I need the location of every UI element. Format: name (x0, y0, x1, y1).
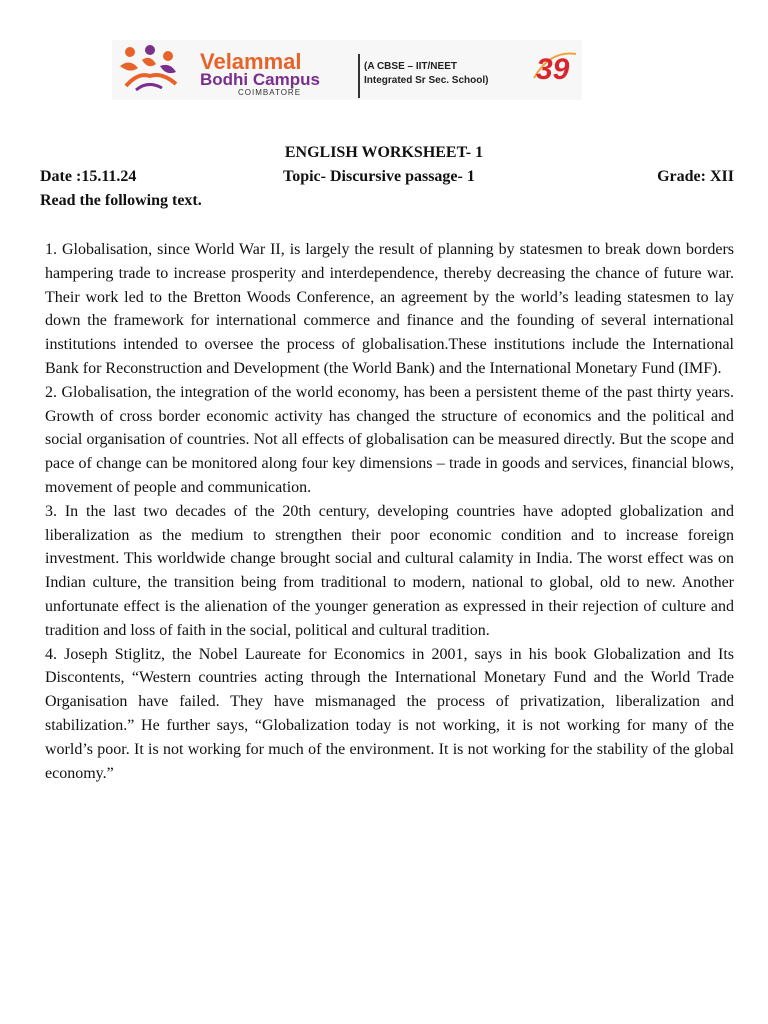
worksheet-title: ENGLISH WORKSHEET- 1 (284, 144, 484, 161)
brand-city: COIMBATORE (238, 88, 302, 97)
passage-paragraph-1: 1. Globalisation, since World War II, is largely the result of planning by statesmen to break down borders hampering trade to increase prosperity and interdependence, thereby decreasing the chance of future war. Their work led to the Bretton Woods Conference, an agreement by the world’s leading statesmen to lay down the framework for international commerce and finance and the founding of several international institutions intended to oversee the process of globalisation.These institutions include the International Bank for Reconstruction and Development (the World Bank) and the International Monetary Fund (IMF). (45, 241, 734, 377)
school-type-line2: Integrated Sr Sec. School) (364, 75, 489, 86)
flower-logo-icon (116, 44, 186, 94)
brand-name: Velammal (200, 49, 302, 74)
worksheet-meta (40, 168, 734, 190)
brand-campus: Bodhi Campus (200, 70, 320, 89)
passage-body (45, 238, 734, 785)
school-type (364, 60, 488, 88)
logo-divider (358, 54, 360, 98)
worksheet-date: Date :15.11.24 (40, 168, 137, 185)
passage-paragraph-2: 2. Globalisation, the integration of the world economy, has been a persistent theme of the past thirty years. Growth of cross border economic activity has changed the structure of economics and the political and social organisation of countries. Not all effects of globalisation can be measured directly. But the scope and pace of change can be monitored along four key dimensions – trade in goods and services, financial blows, movement of people and communication. (45, 383, 734, 496)
school-logo-banner (112, 40, 582, 100)
school-type-line1: (A CBSE – IIT/NEET (364, 61, 457, 72)
worksheet-grade: Grade: XII (657, 168, 734, 185)
passage-paragraph-3: 3. In the last two decades of the 20th century, developing countries have adopted globalization and liberalization as the medium to strengthen their poor economic condition and to increase foreign investment. This worldwide change brought social and cultural calamity in India. The worst effect was on Indian culture, the transition being from traditional to modern, national to global, old to new. Another unfortunate effect is the alienation of the younger generation as expressed in their rejection of culture and tradition and loss of faith in the social, political and cultural tradition. (45, 502, 734, 639)
instruction: Read the following text. (40, 192, 202, 209)
worksheet-topic: Topic- Discursive passage- 1 (283, 168, 475, 185)
passage-paragraph-4: 4. Joseph Stiglitz, the Nobel Laureate for Economics in 2001, says in his book Globalization and Its Discontents, “Western countries acting through the International Monetary Fund and the World Trade Organisation have failed. They have mismanaged the process of privatization, liberalization and stabilization.” He further says, “Globalization today is not working, it is not working for many of the world’s poor. It is not working for much of the environment. It is not working for the stability of the global economy.” (45, 645, 734, 782)
anniversary-years: 39 (536, 53, 570, 86)
